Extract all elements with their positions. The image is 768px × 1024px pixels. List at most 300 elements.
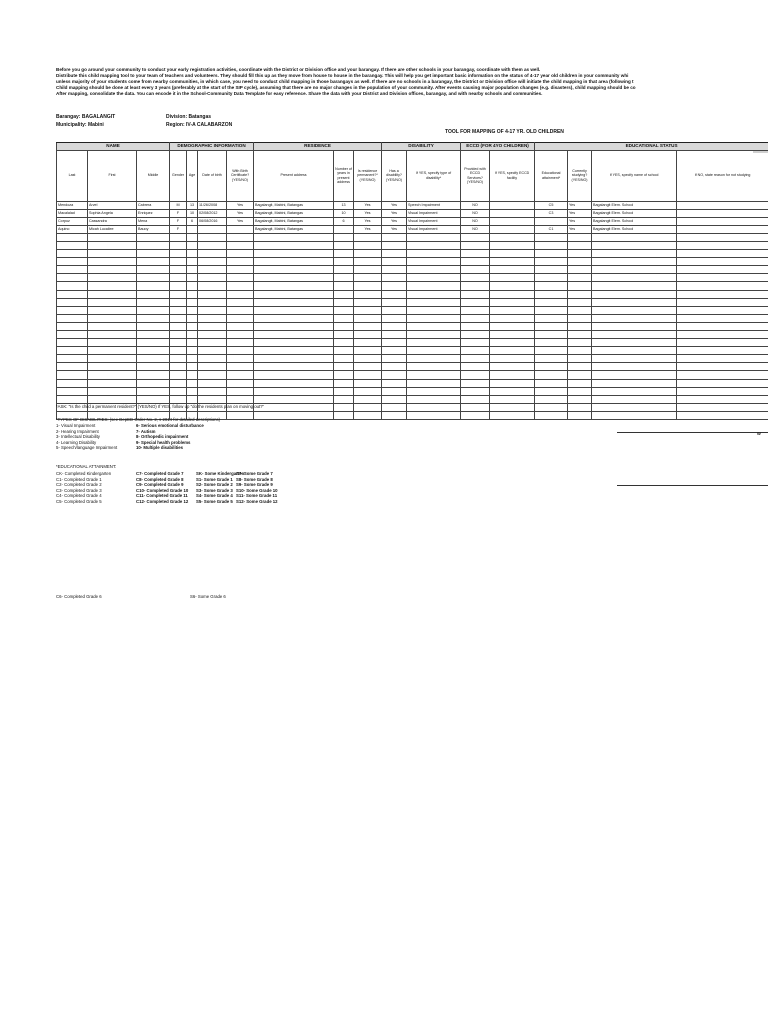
cell-eccd-facility <box>490 241 535 249</box>
cell-eccd-services: NO <box>461 217 490 225</box>
cell-permanent <box>354 290 382 298</box>
cell-first <box>88 233 137 241</box>
cell-studying <box>568 233 592 241</box>
empty-row <box>57 371 768 379</box>
cell-has-disability <box>382 363 407 371</box>
cell-gender <box>170 233 187 241</box>
cell-years <box>334 298 354 306</box>
cell-studying <box>568 363 592 371</box>
cell-age <box>187 274 198 282</box>
cell-dob <box>198 306 227 314</box>
cell-permanent <box>354 274 382 282</box>
cell-permanent <box>354 266 382 274</box>
cell-reason <box>677 387 768 395</box>
cell-years <box>334 347 354 355</box>
cell-studying <box>568 290 592 298</box>
cell-gender <box>170 363 187 371</box>
cell-gender <box>170 274 187 282</box>
cell-birth-cert <box>227 371 254 379</box>
cell-disability-type <box>407 331 461 339</box>
cell-permanent: Yes <box>354 225 382 233</box>
cell-eccd-facility <box>490 387 535 395</box>
barangay-label: Barangay: BAGALANGIT <box>56 114 116 120</box>
cell-birth-cert <box>227 258 254 266</box>
cell-permanent <box>354 233 382 241</box>
cell-middle <box>137 241 170 249</box>
cell-reason <box>677 347 768 355</box>
cell-has-disability: Yes <box>382 201 407 209</box>
col-age: Age <box>187 150 198 201</box>
cell-eccd-facility <box>490 339 535 347</box>
cell-eccd-facility <box>490 266 535 274</box>
cell-reason <box>677 403 768 411</box>
cell-attainment <box>535 339 568 347</box>
cell-last <box>57 371 88 379</box>
cell-last <box>57 322 88 330</box>
cell-has-disability <box>382 233 407 241</box>
cell-birth-cert <box>227 411 254 419</box>
cell-school <box>592 379 677 387</box>
cell-first <box>88 387 137 395</box>
cell-reason <box>677 371 768 379</box>
cell-age <box>187 314 198 322</box>
cell-studying <box>568 282 592 290</box>
cell-reason <box>677 322 768 330</box>
cell-school <box>592 322 677 330</box>
cell-birth-cert <box>227 339 254 347</box>
group-residence: RESIDENCE <box>254 143 382 151</box>
cell-permanent <box>354 355 382 363</box>
cell-gender: F <box>170 225 187 233</box>
note-educ-head: *EDUCATIONAL ATTAINMENT: <box>56 464 117 469</box>
cell-gender <box>170 322 187 330</box>
cell-attainment <box>535 233 568 241</box>
cell-gender: M <box>170 201 187 209</box>
col-eccd-services: Provided with ECCD Services? (YES/NO) <box>461 150 490 201</box>
cell-reason <box>677 298 768 306</box>
cell-age: 13 <box>187 201 198 209</box>
cell-studying <box>568 379 592 387</box>
cell-disability-type <box>407 298 461 306</box>
cell-school: Bagalangit Elem. School <box>592 225 677 233</box>
cell-gender <box>170 306 187 314</box>
cell-years <box>334 241 354 249</box>
cell-dob: 02/08/2012 <box>198 209 227 217</box>
cell-school <box>592 250 677 258</box>
cell-has-disability <box>382 379 407 387</box>
cell-eccd-services <box>461 331 490 339</box>
cell-dob <box>198 363 227 371</box>
cell-dob <box>198 290 227 298</box>
cell-age <box>187 339 198 347</box>
cell-last <box>57 331 88 339</box>
cell-eccd-facility <box>490 322 535 330</box>
cell-eccd-services <box>461 290 490 298</box>
cell-disability-type <box>407 379 461 387</box>
col-address: Present address <box>254 150 334 201</box>
cell-school <box>592 395 677 403</box>
table-row <box>57 201 768 209</box>
cell-years <box>334 274 354 282</box>
cell-attainment <box>535 322 568 330</box>
cell-last <box>57 355 88 363</box>
cell-address <box>254 282 334 290</box>
division-label: Division: Batangas <box>166 114 212 120</box>
cell-has-disability <box>382 339 407 347</box>
cell-years <box>334 266 354 274</box>
cell-attainment: C3 <box>535 209 568 217</box>
cell-address <box>254 395 334 403</box>
table-row <box>57 209 768 217</box>
cell-eccd-facility <box>490 355 535 363</box>
cell-disability-type <box>407 241 461 249</box>
cell-reason <box>677 314 768 322</box>
cell-attainment <box>535 217 568 225</box>
table-row <box>57 225 768 233</box>
signature-line <box>617 485 768 486</box>
cell-years: 10 <box>334 209 354 217</box>
educ-list-4 <box>236 471 278 505</box>
cell-first <box>88 331 137 339</box>
cell-school <box>592 314 677 322</box>
cell-last <box>57 250 88 258</box>
educ-list-1 <box>56 471 111 505</box>
cell-has-disability <box>382 298 407 306</box>
cell-first <box>88 371 137 379</box>
cell-permanent: Yes <box>354 217 382 225</box>
legend-item: S2- Some Grade 2 <box>196 482 233 488</box>
cell-school <box>592 274 677 282</box>
cell-eccd-facility <box>490 290 535 298</box>
cell-eccd-facility <box>490 395 535 403</box>
cell-attainment <box>535 395 568 403</box>
cell-middle <box>137 355 170 363</box>
cell-eccd-services <box>461 322 490 330</box>
empty-row <box>57 314 768 322</box>
cell-has-disability: Yes <box>382 225 407 233</box>
note-residence: *ASK: "Is the child a permanent resident?" (YES/NO) If YES, follow up "do the residents plan on moving out?" <box>56 404 265 409</box>
cell-age <box>187 225 198 233</box>
legend-item: C10- Completed Grade 10 <box>136 487 189 493</box>
cell-attainment <box>535 371 568 379</box>
side-mark: W <box>757 431 761 436</box>
cell-permanent <box>354 282 382 290</box>
cell-permanent <box>354 339 382 347</box>
cell-last <box>57 298 88 306</box>
cell-has-disability: Yes <box>382 209 407 217</box>
cell-attainment <box>535 347 568 355</box>
cell-address <box>254 403 334 411</box>
cell-studying <box>568 322 592 330</box>
cell-attainment <box>535 266 568 274</box>
legend-item: 10- Multiple disabilities <box>136 445 184 451</box>
cell-eccd-services <box>461 250 490 258</box>
cell-dob <box>198 241 227 249</box>
cell-first <box>88 241 137 249</box>
cell-birth-cert <box>227 250 254 258</box>
cell-address <box>254 233 334 241</box>
cell-eccd-services <box>461 363 490 371</box>
cell-disability-type <box>407 411 461 419</box>
legend-item: C9- Completed Grade 9 <box>136 482 184 488</box>
cell-reason <box>677 233 768 241</box>
cell-address <box>254 274 334 282</box>
cell-first: Sophia Angela <box>88 209 137 217</box>
cell-eccd-services <box>461 266 490 274</box>
empty-row <box>57 379 768 387</box>
cell-permanent <box>354 371 382 379</box>
cell-middle <box>137 387 170 395</box>
legend-item: C11- Completed Grade 11 <box>136 493 188 499</box>
cell-birth-cert <box>227 306 254 314</box>
cell-school: Bagalangit Elem. School <box>592 217 677 225</box>
cell-has-disability <box>382 306 407 314</box>
group-eccd: ECCD (FOR 4YO CHILDREN) <box>461 143 535 151</box>
empty-row <box>57 347 768 355</box>
cell-birth-cert <box>227 298 254 306</box>
cell-school <box>592 339 677 347</box>
cell-age <box>187 241 198 249</box>
empty-row <box>57 274 768 282</box>
cell-disability-type: Speech Impairment <box>407 201 461 209</box>
cell-birth-cert: Yes <box>227 217 254 225</box>
cell-school <box>592 290 677 298</box>
cell-years <box>334 258 354 266</box>
cell-eccd-services <box>461 282 490 290</box>
cell-has-disability <box>382 241 407 249</box>
cell-age: 10 <box>187 209 198 217</box>
cell-has-disability <box>382 347 407 355</box>
cell-address <box>254 250 334 258</box>
cell-birth-cert <box>227 225 254 233</box>
cell-dob: 06/08/2016 <box>198 217 227 225</box>
col-years: Number of years in present address <box>334 150 354 201</box>
cell-attainment <box>535 387 568 395</box>
cell-gender <box>170 395 187 403</box>
cell-eccd-facility <box>490 403 535 411</box>
cell-years <box>334 282 354 290</box>
cell-studying <box>568 258 592 266</box>
cell-age <box>187 331 198 339</box>
col-has-disability: Has a disability? (YES/NO) <box>382 150 407 201</box>
cell-age <box>187 355 198 363</box>
cell-middle <box>137 314 170 322</box>
cell-school <box>592 241 677 249</box>
cell-attainment <box>535 241 568 249</box>
cell-years <box>334 322 354 330</box>
cell-permanent: Yes <box>354 201 382 209</box>
cell-reason <box>677 331 768 339</box>
cell-dob <box>198 258 227 266</box>
cell-years <box>334 290 354 298</box>
cell-school <box>592 387 677 395</box>
cell-eccd-services <box>461 298 490 306</box>
cell-permanent <box>354 241 382 249</box>
legend-item: 3- Intellectual Disability <box>56 434 100 440</box>
cell-birth-cert: Yes <box>227 209 254 217</box>
cell-eccd-services <box>461 306 490 314</box>
cell-school <box>592 371 677 379</box>
cell-reason <box>677 363 768 371</box>
cell-eccd-services <box>461 347 490 355</box>
cell-school: Bagalangit Elem. School <box>592 201 677 209</box>
cell-eccd-facility <box>490 282 535 290</box>
cell-reason <box>677 201 768 209</box>
cell-eccd-services: NO <box>461 201 490 209</box>
cell-studying <box>568 355 592 363</box>
cell-eccd-facility <box>490 201 535 209</box>
cell-last <box>57 241 88 249</box>
cell-age <box>187 395 198 403</box>
form-title: TOOL FOR MAPPING OF 4-17 YR. OLD CHILDREN <box>445 129 564 135</box>
cell-address <box>254 379 334 387</box>
cell-middle <box>137 363 170 371</box>
cell-has-disability <box>382 331 407 339</box>
cell-permanent <box>354 411 382 419</box>
cell-last <box>57 347 88 355</box>
cell-age: 6 <box>187 217 198 225</box>
cell-eccd-services <box>461 379 490 387</box>
group-educational-status: EDUCATIONAL STATUS <box>535 143 768 151</box>
cell-address: Bagalangit, Mabini, Batangas <box>254 201 334 209</box>
cell-first <box>88 250 137 258</box>
cell-disability-type <box>407 290 461 298</box>
cell-middle: Enriquez <box>137 209 170 217</box>
cell-school <box>592 266 677 274</box>
cell-first <box>88 314 137 322</box>
legend-item: C1- Completed Grade 1 <box>56 476 102 482</box>
cell-attainment <box>535 331 568 339</box>
cell-reason <box>677 379 768 387</box>
cell-gender <box>170 250 187 258</box>
cell-reason <box>677 258 768 266</box>
cell-has-disability <box>382 266 407 274</box>
cell-middle <box>137 290 170 298</box>
cell-dob <box>198 250 227 258</box>
cell-gender <box>170 387 187 395</box>
cell-permanent <box>354 298 382 306</box>
cell-disability-type <box>407 347 461 355</box>
cell-studying <box>568 306 592 314</box>
table-row <box>57 217 768 225</box>
cell-reason <box>677 217 768 225</box>
cell-first: Micah Lucailee <box>88 225 137 233</box>
cell-address <box>254 347 334 355</box>
cell-attainment <box>535 403 568 411</box>
cell-has-disability <box>382 411 407 419</box>
legend-item: S8- Some Grade 8 <box>236 476 273 482</box>
cell-has-disability <box>382 250 407 258</box>
cell-disability-type: Visual Impairment <box>407 217 461 225</box>
cell-reason <box>677 225 768 233</box>
cell-disability-type <box>407 371 461 379</box>
cell-has-disability <box>382 274 407 282</box>
legend-item: C8- Completed Grade 8 <box>136 476 184 482</box>
cell-school <box>592 403 677 411</box>
cell-middle <box>137 322 170 330</box>
cell-birth-cert <box>227 314 254 322</box>
empty-row <box>57 266 768 274</box>
col-gender: Gender <box>170 150 187 201</box>
cell-gender <box>170 290 187 298</box>
cell-attainment <box>535 298 568 306</box>
legend-item: S5- Some Grade 5 <box>196 498 233 504</box>
legend-item: C4- Completed Grade 4 <box>56 493 102 499</box>
cell-eccd-services <box>461 395 490 403</box>
cell-middle <box>137 371 170 379</box>
cell-middle: Mena <box>137 217 170 225</box>
cell-middle <box>137 339 170 347</box>
disability-list-right <box>136 423 204 451</box>
cell-first <box>88 363 137 371</box>
cell-dob <box>198 298 227 306</box>
cell-last: Aquino <box>57 225 88 233</box>
cell-gender <box>170 339 187 347</box>
cell-reason <box>677 395 768 403</box>
legend-item: C5- Completed Grade 5 <box>56 498 102 504</box>
cell-years: 6 <box>334 217 354 225</box>
legend-item: S12- Some Grade 12 <box>236 498 278 504</box>
cell-reason <box>677 282 768 290</box>
cell-address <box>254 363 334 371</box>
cell-dob <box>198 347 227 355</box>
cell-gender <box>170 241 187 249</box>
legend-item: S11- Some Grade 11 <box>236 493 278 499</box>
cell-birth-cert <box>227 266 254 274</box>
legend-item: S9- Some Grade 9 <box>236 482 273 488</box>
cell-attainment <box>535 379 568 387</box>
cell-disability-type <box>407 233 461 241</box>
cell-last <box>57 339 88 347</box>
note-c6: C6- Completed Grade 6 <box>56 594 102 599</box>
empty-row <box>57 331 768 339</box>
cell-dob <box>198 379 227 387</box>
legend-item: S1- Some Grade 1 <box>196 476 233 482</box>
cell-attainment <box>535 306 568 314</box>
note-disability-head: *TYPES OF DISABILITIES: (see DepED Order No. 2, s 2014 for detailed descriptions) <box>56 417 221 422</box>
group-demographic: DEMOGRAPHIC INFORMATION <box>170 143 254 151</box>
cell-eccd-services <box>461 314 490 322</box>
cell-permanent <box>354 395 382 403</box>
cell-disability-type <box>407 250 461 258</box>
cell-dob <box>198 322 227 330</box>
cell-first <box>88 322 137 330</box>
cell-studying: Yes <box>568 201 592 209</box>
cell-dob <box>198 233 227 241</box>
instruction-line: unless majority of your students come from nearby communities, in which case, you need to conduct child mapping in those barangays as well. If there are no schools in a barangay, the District or Division office will initiate the child mapping in that area (following t <box>56 79 634 85</box>
cell-studying <box>568 387 592 395</box>
cell-middle <box>137 347 170 355</box>
cell-eccd-facility <box>490 274 535 282</box>
cell-dob <box>198 282 227 290</box>
cell-address <box>254 387 334 395</box>
cell-address: Bagalangit, Mabini, Batangas <box>254 225 334 233</box>
cell-eccd-facility <box>490 347 535 355</box>
group-disability: DISABILITY <box>382 143 461 151</box>
cell-studying <box>568 371 592 379</box>
cell-studying <box>568 241 592 249</box>
cell-middle <box>137 282 170 290</box>
empty-row <box>57 306 768 314</box>
cell-reason <box>677 266 768 274</box>
col-eccd-facility: If YES, specify ECCD facility <box>490 150 535 201</box>
col-reason: If NO, state reason for not studying <box>677 150 768 201</box>
cell-middle <box>137 274 170 282</box>
cell-last: Mendoza <box>57 201 88 209</box>
cell-eccd-services <box>461 241 490 249</box>
cell-permanent <box>354 379 382 387</box>
cell-address <box>254 266 334 274</box>
